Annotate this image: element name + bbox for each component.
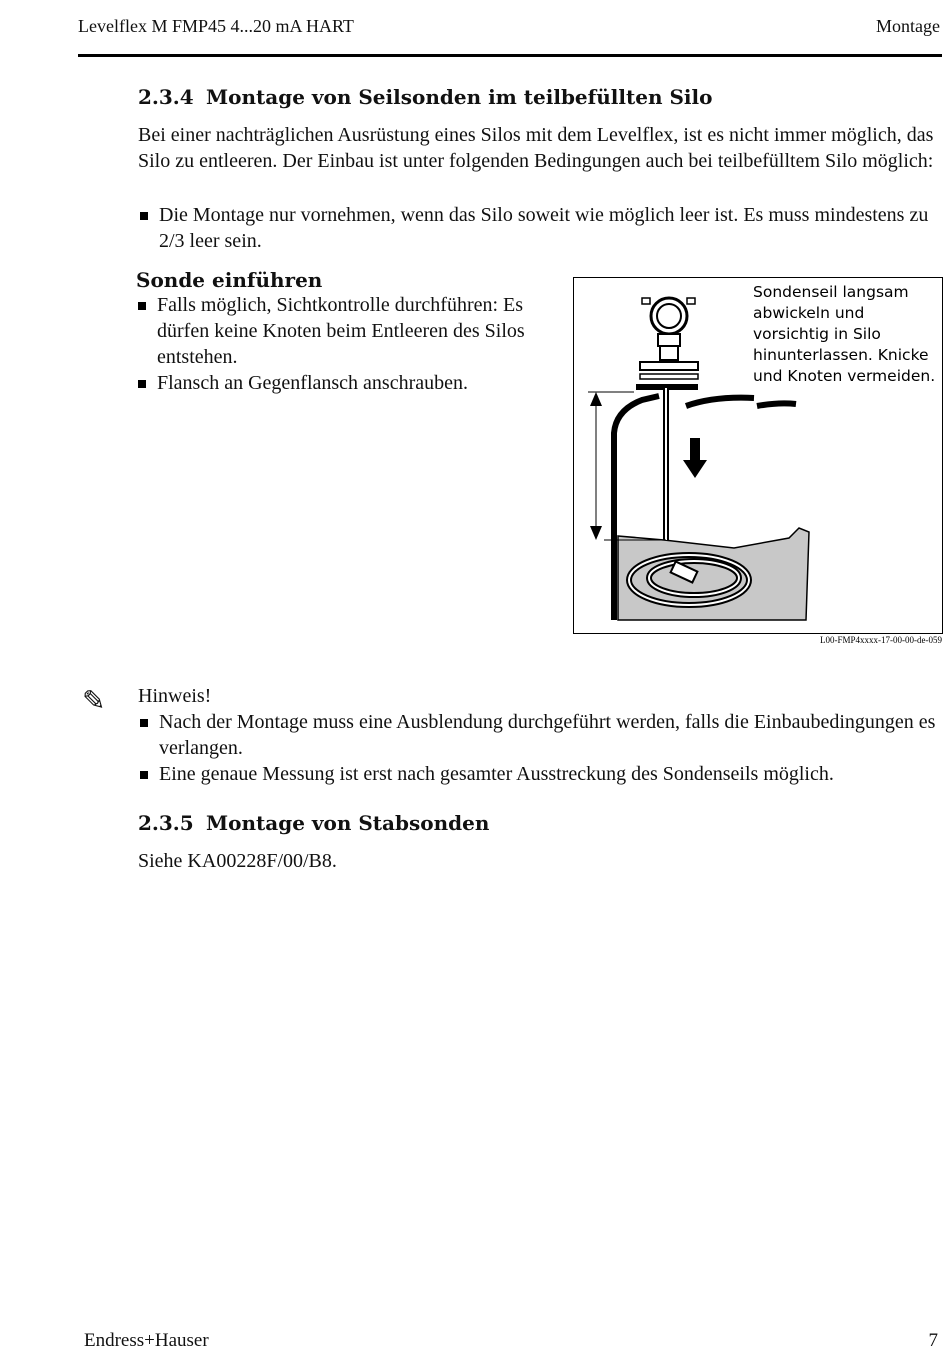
intro-paragraph: Bei einer nachträglichen Ausrüstung eines Silos mit dem Levelflex, ist es nicht immer möglich, das Silo zu entleeren. Der Einbau ist unter folgenden Bedingungen auch bei teilbefülltem Silo möglich: bbox=[138, 124, 934, 172]
subheading-sonde-einfuehren: Sonde einführen bbox=[136, 268, 323, 292]
figure-id: L00-FMP4xxxx-17-00-00-de-059 bbox=[820, 635, 942, 645]
list-item: Nach der Montage muss eine Ausblendung durchgeführt werden, falls die Einbaubedingungen es verlangen. bbox=[138, 709, 938, 761]
note-list bbox=[138, 709, 938, 787]
pencil-icon: ✎ bbox=[82, 684, 106, 717]
silo-roof bbox=[686, 398, 754, 406]
section-number: 2.3.4 bbox=[138, 85, 194, 109]
lowering-arrow-icon bbox=[683, 438, 707, 478]
section-heading-2-3-4 bbox=[138, 85, 712, 109]
reference-text: Siehe KA00228F/00/B8. bbox=[138, 850, 337, 872]
footer-brand: Endress+Hauser bbox=[84, 1330, 209, 1351]
silo-roof-right bbox=[757, 403, 796, 406]
section-title: Montage von Stabsonden bbox=[206, 811, 490, 835]
list-item: Eine genaue Messung ist erst nach gesamter Ausstreckung des Sondenseils möglich. bbox=[138, 761, 938, 787]
list-item: Falls möglich, Sichtkontrolle durchführen: Es dürfen keine Knoten beim Entleeren des Silos entstehen. bbox=[136, 292, 536, 370]
silo-fill-material bbox=[618, 528, 809, 620]
header-rule bbox=[78, 54, 942, 57]
figure-caption: Sondenseil langsam abwickeln und vorsichtig in Silo hinunterlassen. Knicke und Knoten vermeiden. bbox=[753, 283, 936, 385]
section-heading-2-3-5 bbox=[138, 811, 489, 835]
list-item: Flansch an Gegenflansch anschrauben. bbox=[136, 370, 536, 396]
device-flange bbox=[640, 362, 698, 370]
header-doc-title: Levelflex M FMP45 4...20 mA HART bbox=[78, 16, 354, 36]
note-label: Hinweis! bbox=[138, 685, 212, 707]
sonde-steps-list bbox=[136, 292, 536, 396]
list-item: Die Montage nur vornehmen, wenn das Silo soweit wie möglich leer ist. Es muss mindestens zu 2/3 leer sein. bbox=[138, 202, 938, 254]
section-title: Montage von Seilsonden im teilbefüllten Silo bbox=[206, 85, 713, 109]
header-chapter: Montage bbox=[876, 16, 940, 36]
page-number: 7 bbox=[928, 1330, 938, 1351]
condition-list bbox=[138, 202, 938, 254]
section-number: 2.3.5 bbox=[138, 811, 194, 835]
